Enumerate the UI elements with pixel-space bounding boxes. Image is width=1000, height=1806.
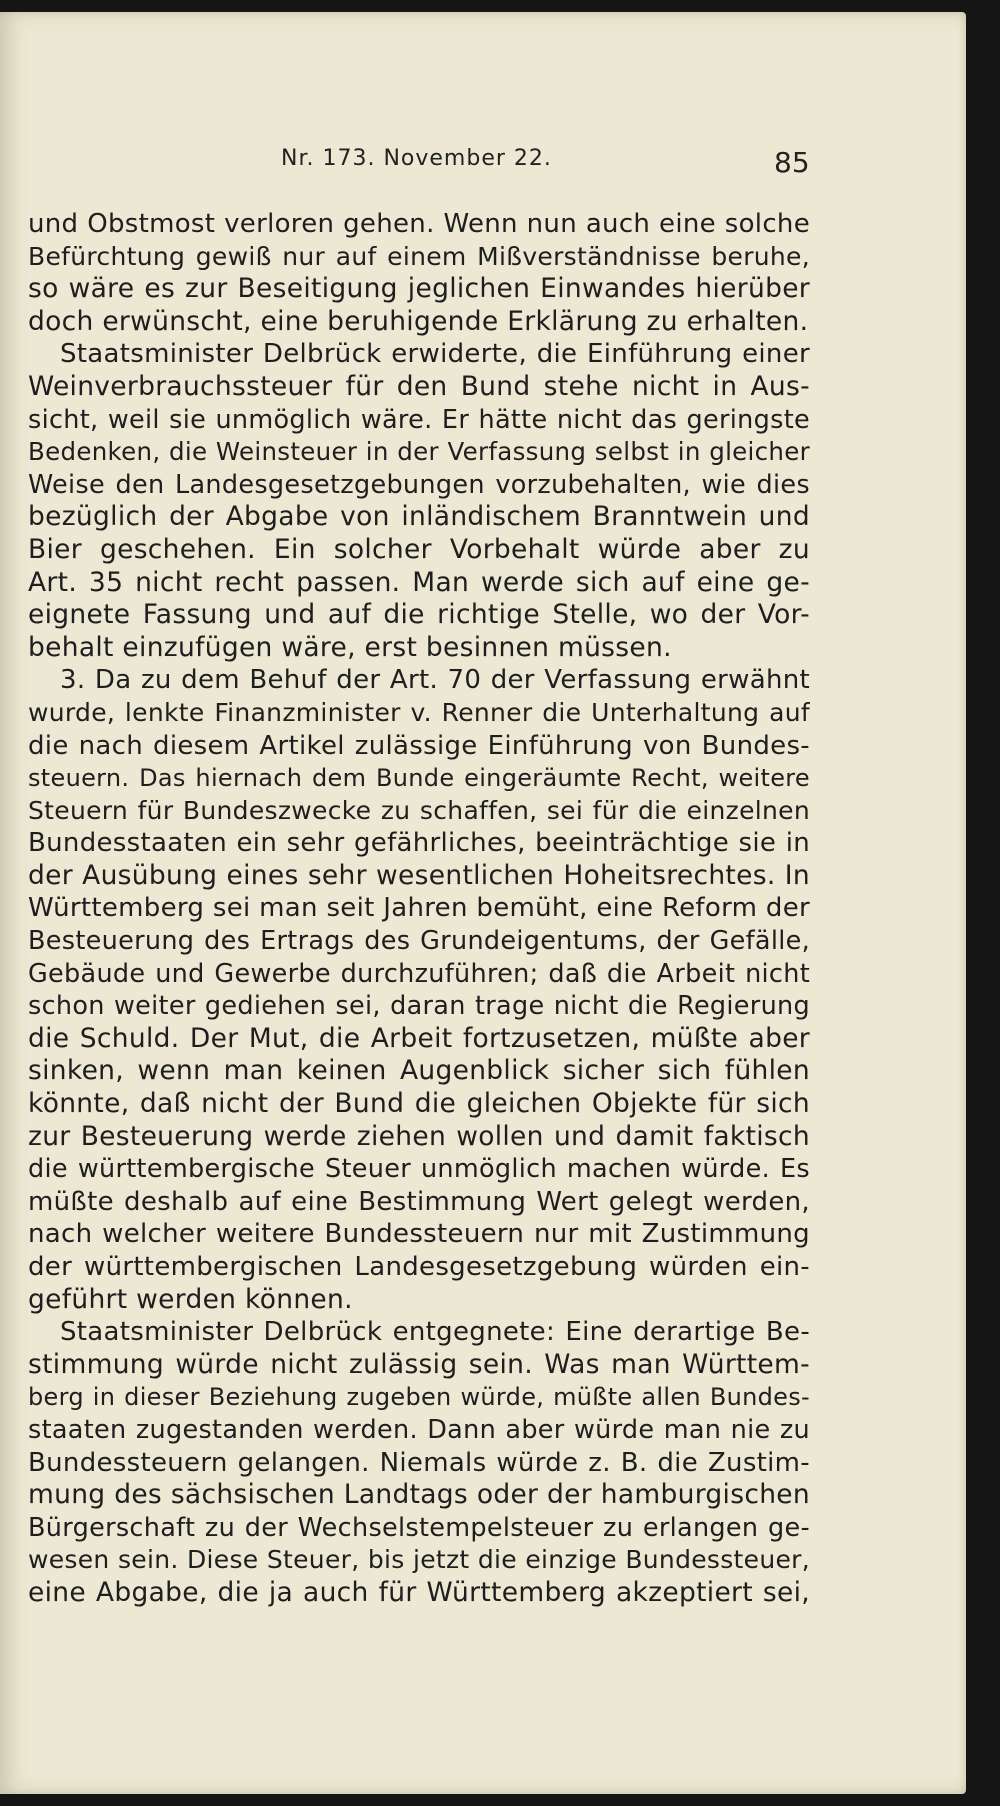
text-line: Besteuerung des Ertrags des Grundeigentums, der Gefälle, (28, 926, 810, 957)
text-line: bezüglich der Abgabe von inländischem Branntwein und (28, 501, 810, 533)
text-line: Staatsminister Delbrück erwiderte, die Einführung einer (60, 339, 810, 370)
page-header (0, 142, 966, 182)
text-line: sicht, weil sie unmöglich wäre. Er hätte nicht das geringste (28, 404, 810, 435)
text-line: staaten zugestanden werden. Dann aber würde man nie zu (28, 1414, 810, 1445)
text-line: mung des sächsischen Landtags oder der hamburgischen (28, 1479, 810, 1511)
text-line: stimmung würde nicht zulässig sein. Was man Württem- (28, 1348, 810, 1380)
text-line: Bundesstaaten ein sehr gefährliches, beeinträchtige sie in (28, 828, 810, 859)
text-line: die württembergische Steuer unmöglich machen würde. Es (28, 1154, 810, 1185)
text-line: Gebäude und Gewerbe durchzuführen; daß die Arbeit nicht (28, 958, 810, 989)
text-line: doch erwünscht, eine beruhigende Erklärung zu erhalten. (28, 305, 809, 337)
text-line: schon weiter gediehen sei, daran trage nicht die Regierung (28, 991, 810, 1022)
text-line: wesen sein. Diese Steuer, bis jetzt die einzige Bundessteuer, (28, 1545, 810, 1575)
text-line: nach welcher weitere Bundessteuern nur mit Zustimmung (28, 1219, 810, 1250)
text-line: Befürchtung gewiß nur auf einem Mißverständnisse beruhe, (28, 241, 810, 271)
text-line: steuern. Das hiernach dem Bunde eingeräumte Recht, weitere (28, 764, 810, 793)
text-line: Weise den Landesgesetzgebungen vorzubehalten, wie dies (28, 469, 810, 500)
text-line: geführt werden können. (28, 1283, 353, 1315)
body-text (28, 208, 810, 1610)
running-head: Nr. 173. November 22. (281, 146, 552, 171)
text-line: Steuern für Bundeszwecke zu schaffen, sei für die einzelnen (28, 795, 810, 825)
text-line: und Obstmost verloren gehen. Wenn nun auch eine solche (28, 209, 810, 239)
text-line: eignete Fassung und auf die richtige Stelle, wo der Vor- (28, 599, 810, 631)
text-line: Bier geschehen. Ein solcher Vorbehalt würde aber zu (28, 533, 810, 565)
text-line: könnte, daß nicht der Bund die gleichen Objekte für sich (28, 1088, 810, 1120)
text-line: die Schuld. Der Mut, die Arbeit fortzusetzen, müßte aber (28, 1022, 810, 1054)
page-number: 85 (774, 146, 810, 179)
text-line: 3. Da zu dem Behuf der Art. 70 der Verfassung erwähnt (60, 665, 810, 696)
text-line: Württemberg sei man seit Jahren bemüht, eine Reform der (28, 893, 810, 924)
text-line: die nach diesem Artikel zulässige Einführung von Bundes- (28, 730, 810, 761)
text-line: Art. 35 nicht recht passen. Man werde sich auf eine ge- (28, 566, 810, 598)
text-line: der Ausübung eines sehr wesentlichen Hoheitsrechtes. In (28, 859, 810, 891)
book-page (0, 12, 966, 1794)
text-line: Staatsminister Delbrück entgegnete: Eine derartige Be- (60, 1317, 810, 1348)
text-line: Bürgerschaft zu der Wechselstempelsteuer zu erlangen ge- (28, 1512, 810, 1543)
text-line: wurde, lenkte Finanzminister v. Renner die Unterhaltung auf (28, 697, 810, 727)
text-line: der württembergischen Landesgesetzgebung würden ein- (28, 1252, 810, 1282)
text-line: berg in dieser Beziehung zugeben würde, müßte allen Bundes- (28, 1383, 810, 1412)
text-line: behalt einzufügen wäre, erst besinnen müssen. (28, 631, 672, 663)
text-line: Bundessteuern gelangen. Niemals würde z. B. die Zustim- (28, 1447, 810, 1478)
text-line: Bedenken, die Weinsteuer in der Verfassung selbst in gleicher (28, 437, 810, 467)
text-line: eine Abgabe, die ja auch für Württemberg akzeptiert sei, (28, 1576, 810, 1608)
text-line: müßte deshalb auf eine Bestimmung Wert gelegt werden, (28, 1186, 810, 1217)
text-line: sinken, wenn man keinen Augenblick sicher sich fühlen (28, 1055, 810, 1087)
text-line: Weinverbrauchssteuer für den Bund stehe nicht in Aus- (28, 370, 810, 402)
text-line: so wäre es zur Beseitigung jeglichen Einwandes hierüber (28, 273, 810, 305)
text-line: zur Besteuerung werde ziehen wollen und damit faktisch (28, 1120, 810, 1152)
